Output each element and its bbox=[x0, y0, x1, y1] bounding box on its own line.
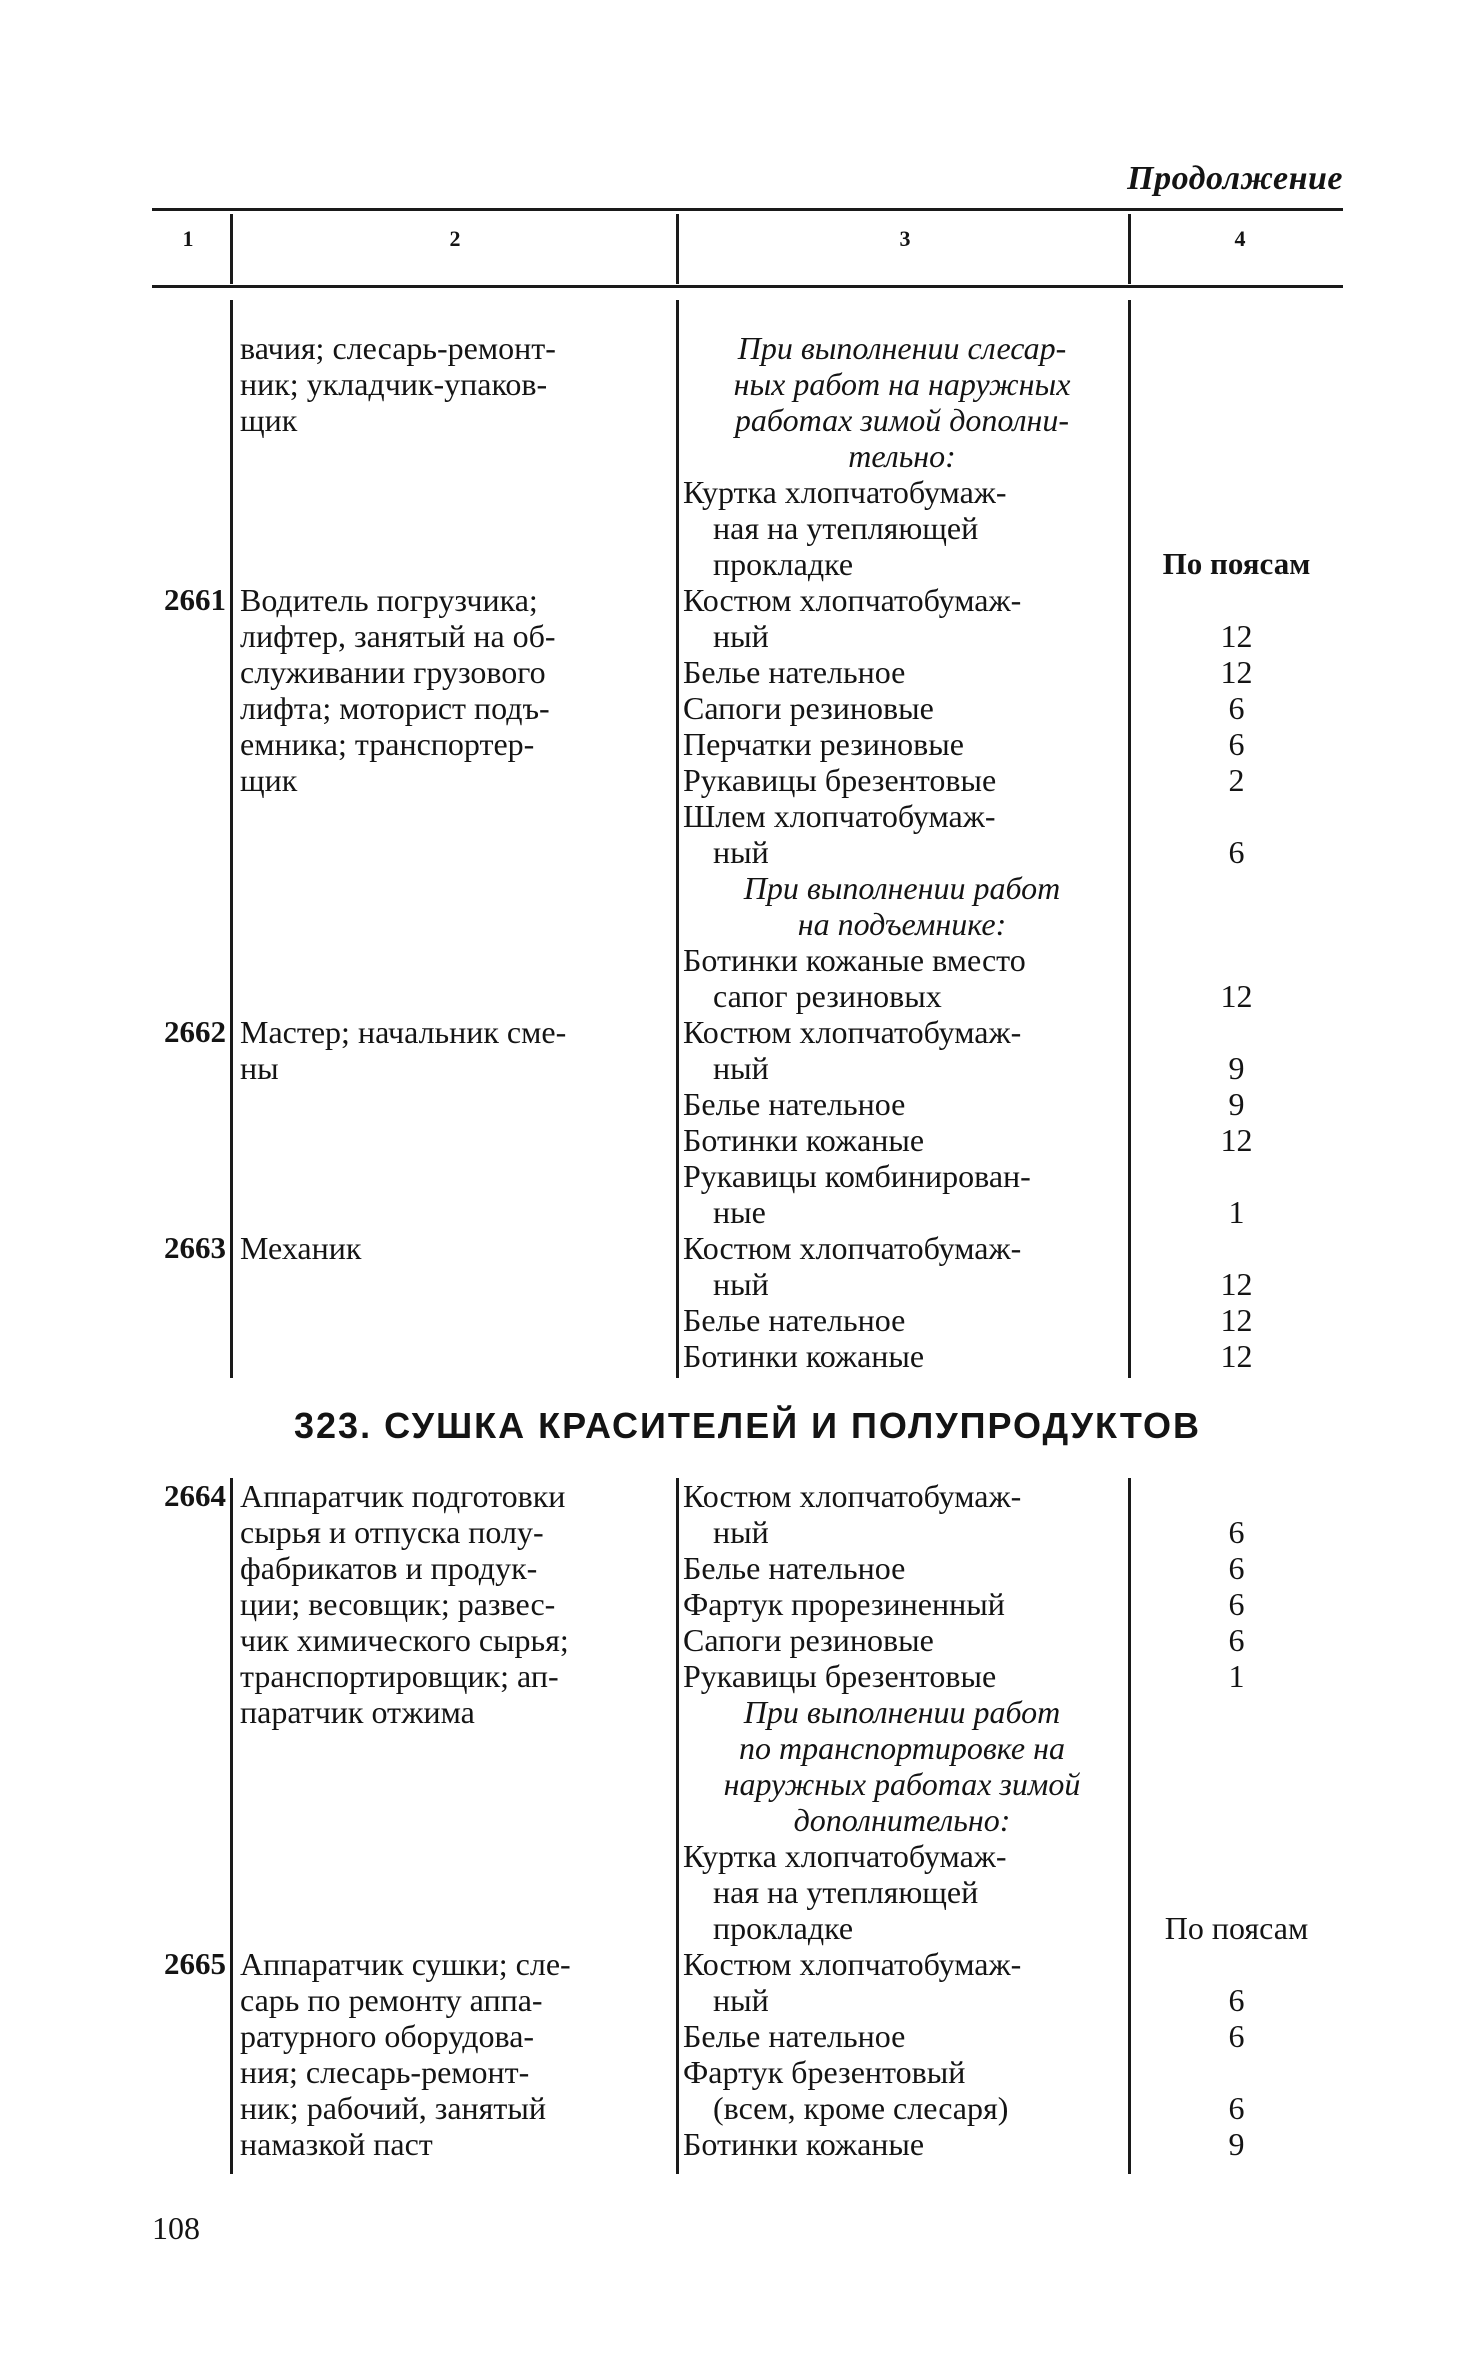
item-line: Фартук брезентовый bbox=[683, 2054, 966, 2090]
row-number: 2662 bbox=[164, 1014, 226, 1049]
continuation-label: Продолжение bbox=[1127, 160, 1343, 197]
column-number: 1 bbox=[182, 226, 194, 251]
wear-term: 6 bbox=[1228, 2090, 1245, 2126]
section-title: 323. СУШКА КРАСИТЕЛЕЙ И ПОЛУПРОДУКТОВ bbox=[294, 1405, 1201, 1446]
item-line: Сапоги резиновые bbox=[683, 690, 934, 726]
item-line: Белье нательное bbox=[683, 654, 906, 690]
item-line: ная на утепляющей bbox=[713, 1874, 979, 1910]
column-divider bbox=[230, 1478, 233, 2174]
wear-term: 12 bbox=[1220, 1122, 1253, 1158]
wear-term: 6 bbox=[1228, 1514, 1245, 1550]
item-line: Ботинки кожаные bbox=[683, 1338, 925, 1374]
profession-line: ник; укладчик-упаков- bbox=[240, 366, 548, 402]
wear-term: По поясам bbox=[1162, 546, 1311, 581]
profession-line: сарь по ремонту аппа- bbox=[240, 1982, 543, 2018]
item-line: ный bbox=[713, 1050, 769, 1086]
item-line: ный bbox=[713, 834, 769, 870]
wear-term: 1 bbox=[1228, 1194, 1245, 1230]
item-line: Ботинки кожаные bbox=[683, 2126, 925, 2162]
item-line: прокладке bbox=[713, 1910, 854, 1946]
item-line: Костюм хлопчатобумаж- bbox=[683, 1946, 1022, 1982]
column-divider bbox=[230, 214, 233, 284]
profession-line: Водитель погрузчика; bbox=[240, 582, 538, 618]
profession-line: сырья и отпуска полу- bbox=[240, 1514, 544, 1550]
wear-term: 12 bbox=[1220, 1266, 1253, 1302]
wear-term: 6 bbox=[1228, 690, 1245, 726]
wear-term: 12 bbox=[1220, 1338, 1253, 1374]
profession-line: ратурного оборудова- bbox=[240, 2018, 535, 2054]
wear-term: 6 bbox=[1228, 726, 1245, 762]
profession-line: лифтер, занятый на об- bbox=[240, 618, 556, 654]
profession-line: ции; весовщик; развес- bbox=[240, 1586, 556, 1622]
column-divider bbox=[1128, 300, 1131, 1378]
profession-line: емника; транспортер- bbox=[240, 726, 535, 762]
wear-term: 9 bbox=[1228, 1050, 1245, 1086]
wear-term: 6 bbox=[1228, 1982, 1245, 2018]
profession-line: намазкой паст bbox=[240, 2126, 433, 2162]
item-line: ная на утепляющей bbox=[713, 510, 979, 546]
item-line: ный bbox=[713, 1514, 769, 1550]
wear-term: 6 bbox=[1228, 1622, 1245, 1658]
profession-line: транспортировщик; ап- bbox=[240, 1658, 559, 1694]
profession-line: паратчик отжима bbox=[240, 1694, 475, 1730]
item-line: Рукавицы комбинирован- bbox=[683, 1158, 1031, 1194]
wear-term: 9 bbox=[1228, 2126, 1245, 2162]
item-line: сапог резиновых bbox=[713, 978, 942, 1014]
column-number: 3 bbox=[899, 226, 911, 251]
note-line: При выполнении работ bbox=[743, 1694, 1061, 1730]
profession-line: Аппаратчик подготовки bbox=[240, 1478, 566, 1514]
note-line: При выполнении работ bbox=[743, 870, 1061, 906]
item-line: Куртка хлопчатобумаж- bbox=[683, 474, 1007, 510]
wear-term: 12 bbox=[1220, 1302, 1253, 1338]
table-header-bottom-rule bbox=[152, 285, 1343, 288]
profession-line: Мастер; начальник сме- bbox=[240, 1014, 567, 1050]
item-line: Костюм хлопчатобумаж- bbox=[683, 1014, 1022, 1050]
row-number: 2664 bbox=[164, 1478, 226, 1513]
item-line: Перчатки резиновые bbox=[683, 726, 964, 762]
page-number: 108 bbox=[152, 2210, 200, 2246]
profession-line: ния; слесарь-ремонт- bbox=[240, 2054, 530, 2090]
wear-term: 12 bbox=[1220, 654, 1253, 690]
note-line: При выполнении слесар- bbox=[737, 330, 1067, 366]
column-divider bbox=[676, 1478, 679, 2174]
column-number: 4 bbox=[1234, 226, 1246, 251]
profession-line: ны bbox=[240, 1050, 279, 1086]
item-line: Белье нательное bbox=[683, 1550, 906, 1586]
item-line: Сапоги резиновые bbox=[683, 1622, 934, 1658]
item-line: Костюм хлопчатобумаж- bbox=[683, 582, 1022, 618]
item-line: Рукавицы брезентовые bbox=[683, 1658, 997, 1694]
item-line: ные bbox=[713, 1194, 766, 1230]
item-line: Рукавицы брезентовые bbox=[683, 762, 997, 798]
profession-line: чик химического сырья; bbox=[240, 1622, 569, 1658]
item-line: ный bbox=[713, 1266, 769, 1302]
profession-line: служивании грузового bbox=[240, 654, 546, 690]
column-number-row bbox=[152, 212, 1343, 284]
profession-line: щик bbox=[240, 762, 298, 798]
item-line: Шлем хлопчатобумаж- bbox=[683, 798, 996, 834]
column-divider bbox=[676, 214, 679, 284]
item-line: Белье нательное bbox=[683, 2018, 906, 2054]
row-number: 2661 bbox=[164, 582, 226, 617]
item-line: Белье нательное bbox=[683, 1086, 906, 1122]
item-line: Костюм хлопчатобумаж- bbox=[683, 1478, 1022, 1514]
item-line: Куртка хлопчатобумаж- bbox=[683, 1838, 1007, 1874]
column-divider bbox=[1128, 1478, 1131, 2174]
wear-term: 12 bbox=[1220, 978, 1253, 1014]
item-line: (всем, кроме слесаря) bbox=[713, 2090, 1009, 2126]
wear-term: 6 bbox=[1228, 2018, 1245, 2054]
profession-line: Механик bbox=[240, 1230, 362, 1266]
item-line: Ботинки кожаные bbox=[683, 1122, 925, 1158]
note-line: по транспортировке на bbox=[738, 1730, 1065, 1766]
wear-term: 12 bbox=[1220, 618, 1253, 654]
note-line: дополнительно: bbox=[793, 1802, 1011, 1838]
column-divider bbox=[1128, 214, 1131, 284]
profession-line: фабрикатов и продук- bbox=[240, 1550, 538, 1586]
wear-term: 2 bbox=[1228, 762, 1245, 798]
item-line: Белье нательное bbox=[683, 1302, 906, 1338]
note-line: работах зимой дополни- bbox=[734, 402, 1070, 438]
note-line: на подъемнике: bbox=[797, 906, 1007, 942]
column-divider bbox=[676, 300, 679, 1378]
profession-line: лифта; моторист подъ- bbox=[240, 690, 550, 726]
wear-term: 9 bbox=[1228, 1086, 1245, 1122]
item-line: ный bbox=[713, 1982, 769, 2018]
profession-line: Аппаратчик сушки; сле- bbox=[240, 1946, 571, 1982]
item-line: Костюм хлопчатобумаж- bbox=[683, 1230, 1022, 1266]
wear-term: 6 bbox=[1228, 1586, 1245, 1622]
item-line: прокладке bbox=[713, 546, 854, 582]
wear-term: 6 bbox=[1228, 834, 1245, 870]
note-line: тельно: bbox=[848, 438, 956, 474]
table-header-top-rule bbox=[152, 208, 1343, 211]
wear-term: По поясам bbox=[1164, 1910, 1309, 1946]
wear-term: 6 bbox=[1228, 1550, 1245, 1586]
wear-term: 1 bbox=[1228, 1658, 1245, 1694]
note-line: ных работ на наружных bbox=[733, 366, 1071, 402]
profession-line: щик bbox=[240, 402, 298, 438]
profession-line: ник; рабочий, занятый bbox=[240, 2090, 546, 2126]
row-number: 2663 bbox=[164, 1230, 226, 1265]
column-divider bbox=[230, 300, 233, 1378]
item-line: ный bbox=[713, 618, 769, 654]
item-line: Ботинки кожаные вместо bbox=[683, 942, 1026, 978]
row-number: 2665 bbox=[164, 1946, 226, 1981]
item-line: Фартук прорезиненный bbox=[683, 1586, 1005, 1622]
note-line: наружных работах зимой bbox=[723, 1766, 1081, 1802]
column-number: 2 bbox=[449, 226, 461, 251]
profession-line: вачия; слесарь-ремонт- bbox=[240, 330, 556, 366]
